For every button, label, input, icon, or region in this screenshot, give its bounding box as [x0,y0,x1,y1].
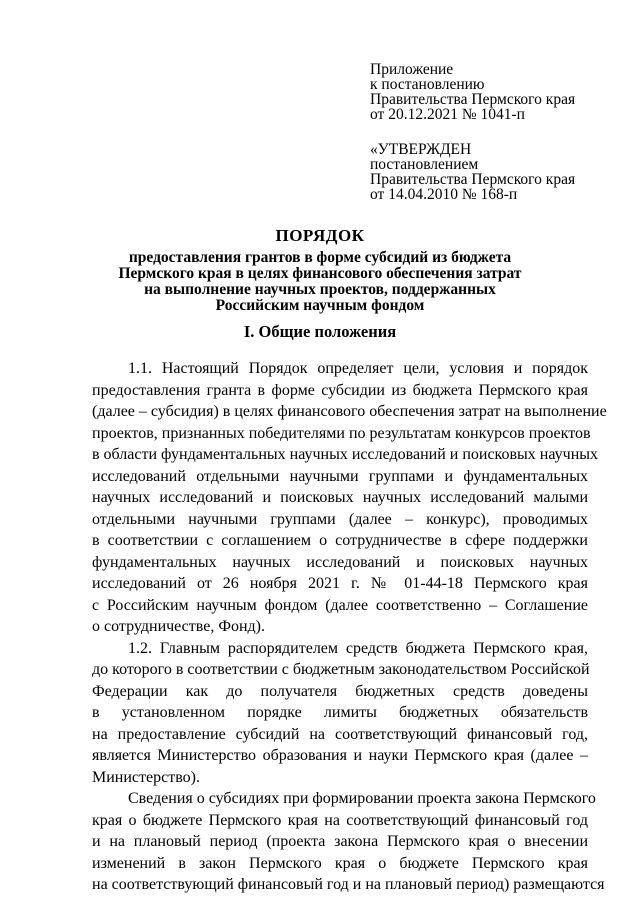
appendix-line: Приложение [370,61,454,78]
paragraph-line: предоставления гранта в форме субсидии из бюджета Пермского края [92,381,588,399]
paragraph-line: фундаментальных научных исследований и поисковых научных [92,553,588,571]
appendix-line: к постановлению [370,76,485,93]
appendix-line: Правительства Пермского края [370,91,576,108]
approval-line: от 14.04.2010 № 168-п [370,186,518,203]
document-body [92,358,607,896]
subtitle-line: Российским научным фондом [215,297,425,314]
appendix-reference [370,62,575,122]
document-subtitle [0,250,640,314]
paragraph-line: исследований отдельными научными группами и фундаментальных [92,467,588,485]
paragraph-line: проектов, признанных победителями по результатам конкурсов проектов [92,424,591,442]
paragraph-line: Федерации как до получателя бюджетных средств доведены [92,682,588,700]
document-title: ПОРЯДОК [275,226,365,245]
appendix-line: от 20.12.2021 № 1041-п [370,106,525,123]
subtitle-line: предоставления грантов в форме субсидий из бюджета [128,249,512,266]
paragraph-line: 1.1. Настоящий Порядок определяет цели, условия и порядок [128,360,588,377]
paragraph-line: края о бюджете Пермского края на соответствующий финансовый год [92,811,588,829]
approval-stamp [370,142,575,202]
subtitle-line: на выполнение научных проектов, поддержанных [144,281,496,298]
section-heading: I. Общие положения [243,322,397,341]
paragraph-line: на соответствующий финансовый год и на плановый период) размещаются [92,876,605,893]
approval-line: постановлением [370,156,479,173]
paragraph-line: Министерство). [92,768,200,786]
paragraph-line: в соответствии с соглашением о сотрудничестве в сфере поддержки [92,532,588,549]
paragraph-line: изменений в закон Пермского края о бюджете Пермского края [92,854,588,872]
paragraph-line: Сведения о субсидиях при формировании проекта закона Пермского [128,790,596,807]
paragraph-line: до которого в соответствии с бюджетным законодательством Российской [92,661,590,678]
paragraph-line: исследований от 26 ноября 2021 г. № 01-44-18 Пермского края [92,575,588,592]
paragraph-line: в установленном порядке лимиты бюджетных обязательств [92,704,588,721]
paragraph-line: отдельными научными группами (далее – конкурс), проводимых [92,510,588,528]
paragraph-line: о сотрудничестве, Фонд). [92,618,265,635]
paragraph-line: научных исследований и поисковых научных исследований малыми [92,489,588,506]
paragraph-line: (далее – субсидия) в целях финансового обеспечения затрат на выполнение [92,403,607,420]
paragraph-line: в области фундаментальных научных исследований и поисковых научных [92,446,599,463]
paragraph-line: с Российским научным фондом (далее соответственно – Соглашение [92,596,588,614]
subtitle-line: Пермского края в целях финансового обеспечения затрат [118,265,522,282]
approval-line: Правительства Пермского края [370,171,576,188]
paragraph-line: и на плановый период (проекта закона Пермского края о внесении [92,833,588,850]
paragraph-line: является Министерство образования и науки Пермского края (далее – [92,747,588,764]
approval-line: «УТВЕРЖДЕН [370,141,472,158]
paragraph-line: 1.2. Главным распорядителем средств бюджета Пермского края, [128,639,588,657]
paragraph-line: на предоставление субсидий на соответствующий финансовый год, [92,725,588,743]
